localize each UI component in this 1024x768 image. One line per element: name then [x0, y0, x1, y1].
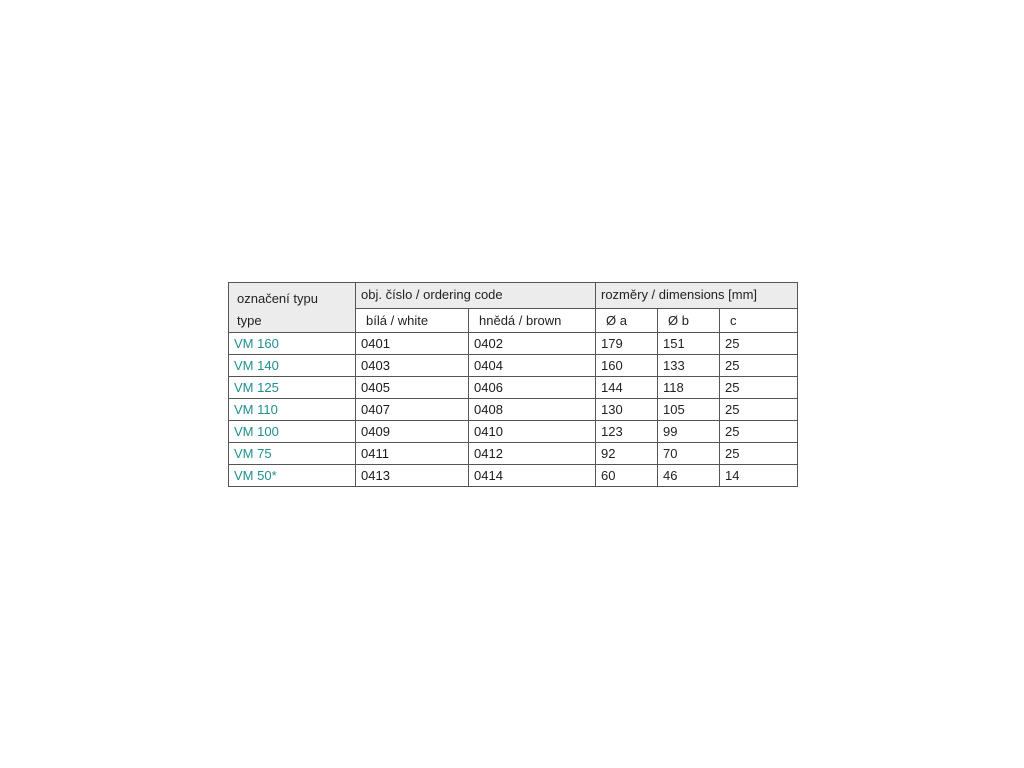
brown-column-header: hnědá / brown	[469, 308, 596, 332]
white-code-cell: 0405	[356, 377, 469, 399]
white-code-cell: 0401	[356, 333, 469, 355]
c-cell: 25	[720, 399, 798, 421]
table-header	[229, 283, 798, 333]
brown-code-cell: 0406	[469, 377, 596, 399]
white-code-cell: 0413	[356, 465, 469, 487]
type-header-cz: označení typu	[237, 291, 318, 306]
dia-b-column-header: Ø b	[658, 308, 720, 332]
table-row	[229, 333, 798, 355]
table-row	[229, 399, 798, 421]
white-code-cell: 0403	[356, 355, 469, 377]
white-code-cell: 0409	[356, 421, 469, 443]
type-column-header	[229, 283, 356, 333]
dia-b-cell: 151	[658, 333, 720, 355]
c-cell: 14	[720, 465, 798, 487]
product-spec-table	[228, 282, 798, 487]
dia-a-cell: 123	[596, 421, 658, 443]
dia-b-cell: 105	[658, 399, 720, 421]
dia-b-cell: 46	[658, 465, 720, 487]
dia-a-cell: 179	[596, 333, 658, 355]
dia-a-cell: 144	[596, 377, 658, 399]
dimensions-group-header: rozměry / dimensions [mm]	[596, 283, 798, 309]
type-cell: VM 125	[229, 377, 356, 399]
table-row	[229, 443, 798, 465]
table-row	[229, 421, 798, 443]
white-column-header: bílá / white	[356, 308, 469, 332]
dia-a-cell: 92	[596, 443, 658, 465]
dia-b-cell: 133	[658, 355, 720, 377]
brown-code-cell: 0414	[469, 465, 596, 487]
white-code-cell: 0407	[356, 399, 469, 421]
brown-code-cell: 0408	[469, 399, 596, 421]
c-cell: 25	[720, 377, 798, 399]
dia-b-cell: 118	[658, 377, 720, 399]
table-row	[229, 355, 798, 377]
type-cell: VM 100	[229, 421, 356, 443]
type-header-en: type	[237, 313, 262, 328]
dia-b-cell: 70	[658, 443, 720, 465]
type-cell: VM 160	[229, 333, 356, 355]
type-cell: VM 50*	[229, 465, 356, 487]
type-cell: VM 140	[229, 355, 356, 377]
brown-code-cell: 0410	[469, 421, 596, 443]
dia-a-column-header: Ø a	[596, 308, 658, 332]
type-cell: VM 75	[229, 443, 356, 465]
dia-b-cell: 99	[658, 421, 720, 443]
header-row-group	[229, 283, 798, 309]
c-cell: 25	[720, 355, 798, 377]
ordering-code-group-header: obj. číslo / ordering code	[356, 283, 596, 309]
type-cell: VM 110	[229, 399, 356, 421]
table-body	[229, 333, 798, 487]
c-cell: 25	[720, 421, 798, 443]
table-row	[229, 377, 798, 399]
brown-code-cell: 0402	[469, 333, 596, 355]
c-cell: 25	[720, 443, 798, 465]
table-row	[229, 465, 798, 487]
c-column-header: c	[720, 308, 798, 332]
dia-a-cell: 160	[596, 355, 658, 377]
dia-a-cell: 130	[596, 399, 658, 421]
brown-code-cell: 0412	[469, 443, 596, 465]
brown-code-cell: 0404	[469, 355, 596, 377]
c-cell: 25	[720, 333, 798, 355]
dia-a-cell: 60	[596, 465, 658, 487]
white-code-cell: 0411	[356, 443, 469, 465]
